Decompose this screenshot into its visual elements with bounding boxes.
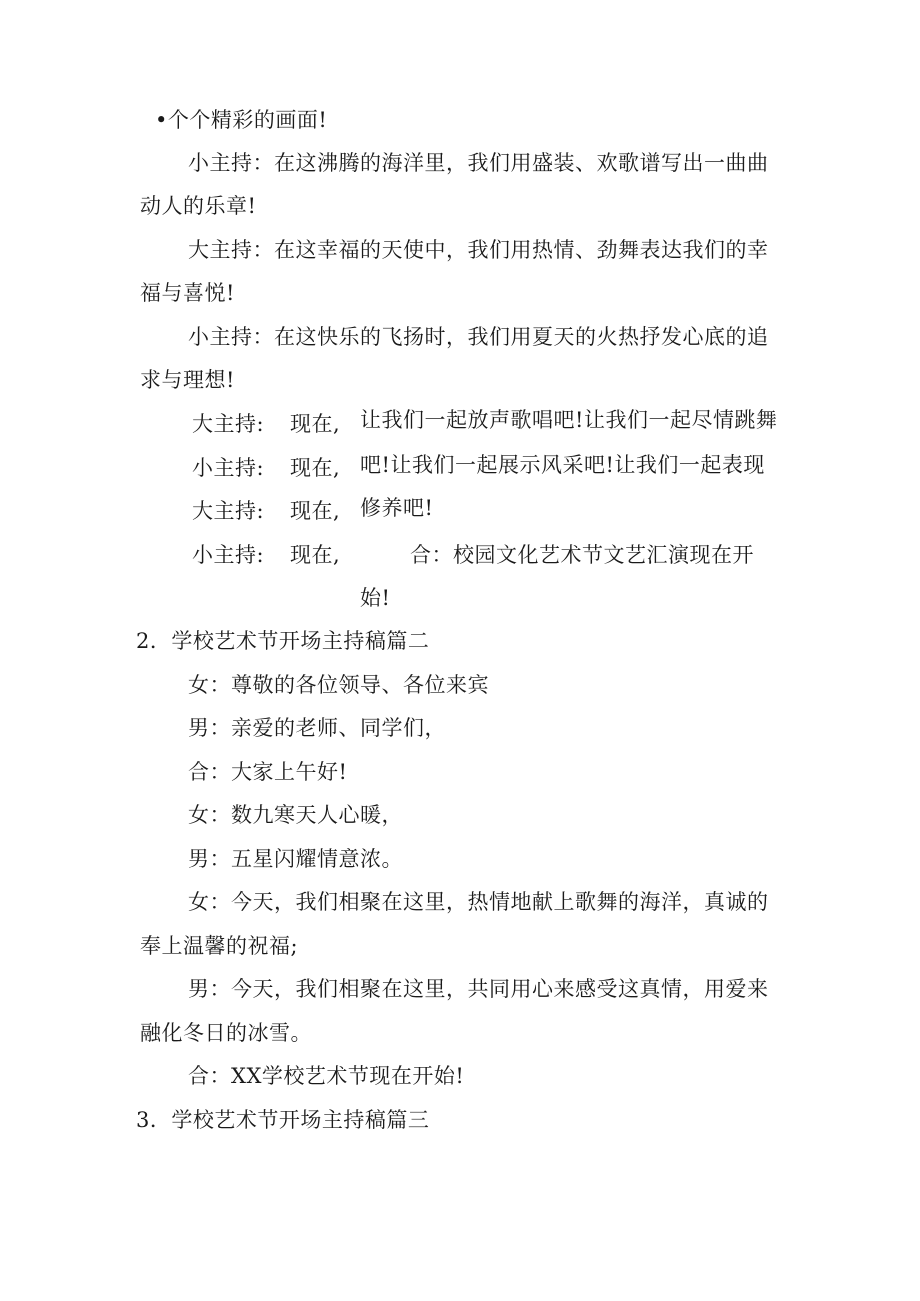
paragraph-line: 福与喜悦! [140, 281, 235, 305]
paragraph-line: 小主持：在这快乐的飞扬时，我们用夏天的火热抒发心底的追 [188, 325, 769, 349]
paragraph-line: 求与理想! [140, 368, 235, 392]
right-column-line: 吧!让我们一起展示风采吧!让我们一起表现 [360, 453, 765, 477]
dialogue-line: 女：尊敬的各位领导、各位来宾 [188, 673, 489, 697]
speaker-word: 现在, [290, 543, 341, 567]
paragraph-line: 动人的乐章! [140, 194, 257, 218]
dialogue-line: 男：五星闪耀情意浓。 [188, 847, 403, 871]
right-column-line: 修养吧! [360, 496, 434, 520]
dialogue-line: 男：亲爱的老师、同学们， [188, 716, 446, 740]
paragraph-line: 大主持：在这幸福的天使中，我们用热情、劲舞表达我们的幸 [188, 238, 769, 262]
section-heading: 3．学校艺术节开场主持稿篇三 [136, 1108, 430, 1132]
speaker-label: 小主持: [192, 543, 265, 567]
paragraph-line: 男：今天，我们相聚在这里，共同用心来感受这真情，用爱来 [188, 977, 769, 1001]
paragraph-line: 小主持：在这沸腾的海洋里，我们用盛装、欢歌谱写出一曲曲 [188, 151, 769, 175]
bullet-line: •个个精彩的画面! [155, 108, 328, 132]
paragraph-line: 融化冬日的冰雪。 [140, 1021, 312, 1045]
paragraph-line: 女：今天，我们相聚在这里，热情地献上歌舞的海洋，真诚的 [188, 890, 769, 914]
speaker-label: 小主持: [192, 456, 265, 480]
together-line: 合：校园文化艺术节文艺汇演现在开 [410, 543, 754, 567]
right-column-line: 让我们一起放声歌唱吧!让我们一起尽情跳舞 [360, 408, 778, 432]
speaker-word: 现在, [290, 499, 341, 523]
speaker-label: 大主持: [192, 499, 265, 523]
speaker-label: 大主持: [192, 412, 265, 436]
dialogue-line: 女：数九寒天人心暖， [188, 803, 403, 827]
speaker-word: 现在, [290, 412, 341, 436]
paragraph-line: 奉上温馨的祝福; [140, 934, 299, 958]
speaker-word: 现在, [290, 456, 341, 480]
section-heading: 2．学校艺术节开场主持稿篇二 [136, 629, 430, 653]
together-continuation: 始! [360, 586, 391, 610]
closing-line: 合：XX学校艺术节现在开始! [188, 1064, 465, 1088]
dialogue-line: 合：大家上午好! [188, 760, 348, 784]
